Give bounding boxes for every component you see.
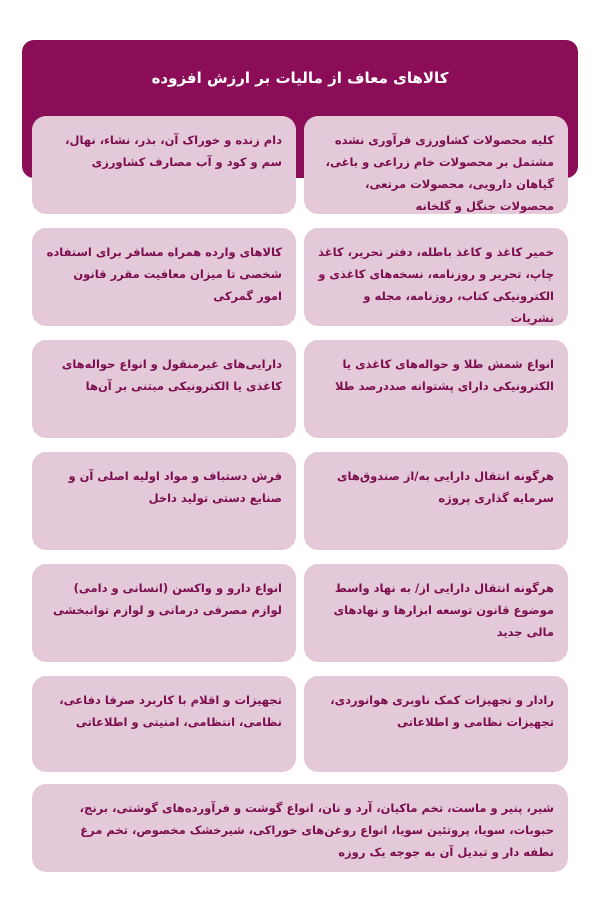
item-card: خمیر کاغذ و کاغذ باطله، دفتر تحریر، کاغذ چاپ، تحریر و روزنامه، نسخه‌های کاغذی و الکترونیکی کتاب، روزنامه، مجله و نشریات xyxy=(304,228,568,326)
item-card: دارایی‌های غیرمنقول و انواع حواله‌های کاغذی یا الکترونیکی مبتنی بر آن‌ها xyxy=(32,340,296,438)
item-card: فرش دستباف و مواد اولیه اصلی آن و صنایع دستی تولید داخل xyxy=(32,452,296,550)
item-card: رادار و تجهیزات کمک ناوبری هوانوردی، تجهیزات نظامی و اطلاعاتی xyxy=(304,676,568,772)
item-card: هرگونه انتقال دارایی به/از صندوق‌های سرمایه گذاری پروژه xyxy=(304,452,568,550)
item-card: کلیه محصولات کشاورزی فرآوری نشده مشتمل بر محصولات خام زراعی و باغی، گیاهان دارویی، محصولات مرتعی، محصولات جنگل و گلخانه xyxy=(304,116,568,214)
page-title: کالاهای معاف از مالیات بر ارزش افزوده xyxy=(151,69,449,87)
item-card: دام زنده و خوراک آن، بذر، نشاء، نهال، سم و کود و آب مصارف کشاورزی xyxy=(32,116,296,214)
item-card-wide: شیر، پنیر و ماست، تخم ماکیان، آرد و نان، انواع گوشت و فرآورده‌های گوشتی، برنج، حبوبات، سویا، پروتئین سویا، انواع روغن‌های خوراکی، شیرخشک مخصوص، تخم مرغ نطفه دار و تبدیل آن به جوجه یک روزه xyxy=(32,784,568,872)
item-card: کالاهای وارده همراه مسافر برای استفاده شخصی تا میزان معافیت مقرر قانون امور گمرکی xyxy=(32,228,296,326)
item-card: تجهیزات و اقلام با کاربرد صرفا دفاعی، نظامی، انتظامی، امنیتی و اطلاعاتی xyxy=(32,676,296,772)
item-card: انواع شمش طلا و حواله‌های کاغذی یا الکترونیکی دارای پشتوانه صددرصد طلا xyxy=(304,340,568,438)
item-card: هرگونه انتقال دارایی از/ به نهاد واسط موضوع قانون توسعه ابزارها و نهادهای مالی جدید xyxy=(304,564,568,662)
item-card: انواع دارو و واکسن (انسانی و دامی) لوازم مصرفی درمانی و لوازم توانبخشی xyxy=(32,564,296,662)
